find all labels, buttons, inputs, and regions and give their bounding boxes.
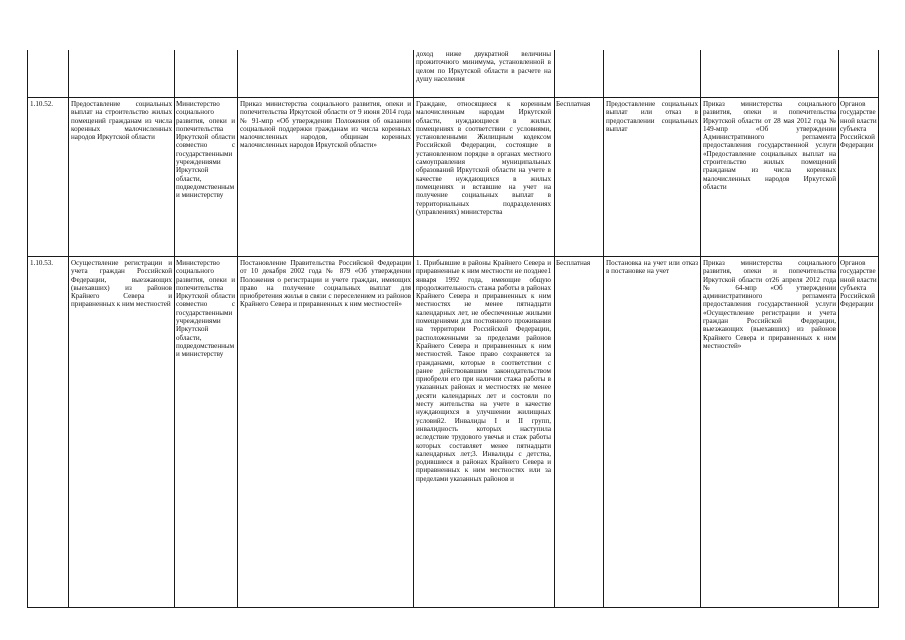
table-cell-recipients: доход ниже двукратной величины прожиточного минимума, установленной в целом по Иркутской области в расчете на душу населения (416, 50, 551, 83)
table-cell-legal-basis: Приказ министерства социального развития, опеки и попечительства Иркутской области от 9 июня 2014 года № 91-мпр «Об утверждении Положения об оказании социальной поддержки гражданам из числа коренных малочисленных народов, общинам коренных малочисленных народов Иркутской области» (240, 100, 411, 150)
column-divider (237, 50, 238, 608)
table-cell-service-name: Осуществление регистрации и учета граждан Российской Федерации, выезжающих (выехавших) из районов Крайнего Севера и приравненных к ним местностей (71, 259, 172, 309)
table-cell-legal-basis: Постановление Правительства Российской Федерации от 10 декабря 2002 года № 879 «Об утверждении Положения о регистрации и учете граждан, имеющих право на получение социальных выплат для приобретения жилья в связи с переселением из районов Крайнего Севера и приравненных к ним местностей» (240, 259, 411, 309)
table-cell-responsible-body: Министерство социального развития, опеки и попечительства Иркутской области совместно с государственными учреждениями Иркутской области, подведомственными министерству (176, 100, 235, 200)
table-cell-authority-level: Органов государственной власти субъекта Российской Федерации (840, 100, 877, 150)
row-divider (27, 97, 879, 98)
row-divider (27, 256, 879, 257)
table-cell-authority-level: Органов государственной власти субъекта Российской Федерации (840, 259, 877, 309)
table-cell-service-name: Предоставление социальных выплат на строительство жилых помещений гражданам из числа коренных малочисленных народов Иркутской области (71, 100, 172, 142)
column-divider (174, 50, 175, 608)
column-divider (554, 50, 555, 608)
table-cell-regulation: Приказ министерства социального развития, опеки и попечительства Иркутской области от26 апреля 2012 года № 64-мпр «Об утверждении административного регламента предоставления государственной услуги «Осуществление регистрации и учета граждан Российской Федерации, выезжающих (выехавших) из районов Крайнего Севера и приравненных к ним местностей» (703, 259, 836, 350)
table-border-right (878, 50, 879, 608)
table-cell-recipients: Граждане, относящиеся к коренным малочисленным народам Иркутской области, нуждающиеся в жилых помещениях в соответствии с условиями, установленными Жилищным кодексом Российской Федерации, состоящие в установленном порядке в органах местного самоуправления муниципальных образований Иркутской области на учете в качестве нуждающихся в жилых помещениях и вставшие на учет на получение социальных выплат в территориальных подразделениях (управлениях) министерства (416, 100, 551, 216)
column-divider (838, 50, 839, 608)
column-divider (68, 50, 69, 608)
table-cell-number: 1.10.53. (30, 259, 54, 267)
table-cell-result: Предоставление социальных выплат или отказ в предоставлении социальных выплат (606, 100, 698, 133)
table-cell-recipients: 1. Прибывшие в районы Крайнего Севера и приравненные к ним местности не позднее1 января 1992 года, имеющие общую продолжительность стажа работы в районах Крайнего Севера и приравненных к ним местностях не менее пятнадцати календарных лет, не обеспеченные жилыми помещениями для постоянного проживания на территории Российской Федерации, расположенными за пределами районов Крайнего Севера и приравненных к ним местностей. Такое право сохраняется за гражданами, которые в соответствии с ранее действовавшим законодательством приобрели его при наличии стажа работы в указанных районах и местностях не менее десяти календарных лет и состояли по месту жительства на учете в качестве нуждающихся в улучшении жилищных условий2. Инвалиды I и II групп, инвалидность которых наступила вследствие трудового увечья и стаж работы которых составляет менее пятнадцати календарных лет;3. Инвалиды с детства, родившиеся в районах Крайнего Севера и приравненных к ним местностях или за пределами указанных районов и (416, 259, 551, 483)
column-divider (603, 50, 604, 608)
table-border-bottom (27, 607, 879, 608)
table-cell-result: Постановка на учет или отказ в постановке на учет (606, 259, 698, 276)
table-cell-payment: Бесплатная (556, 259, 591, 267)
table-cell-responsible-body: Министерство социального развития, опеки и попечительства Иркутской области совместно с государственными учреждениями Иркутской области, подведомственными министерству (176, 259, 235, 359)
table-border-left (27, 50, 28, 608)
table-cell-regulation: Приказ министерства социального развития, опеки и попечительства Иркутской области от 28 мая 2012 года № 149-мпр «Об утверждении Административного регламента предоставления государственной услуги «Предоставление социальных выплат на строительство жилых помещений гражданам из числа коренных малочисленных народов Иркутской области (703, 100, 836, 191)
column-divider (700, 50, 701, 608)
table-cell-payment: Бесплатная (556, 100, 591, 108)
table-cell-number: 1.10.52. (30, 100, 54, 108)
column-divider (413, 50, 414, 608)
